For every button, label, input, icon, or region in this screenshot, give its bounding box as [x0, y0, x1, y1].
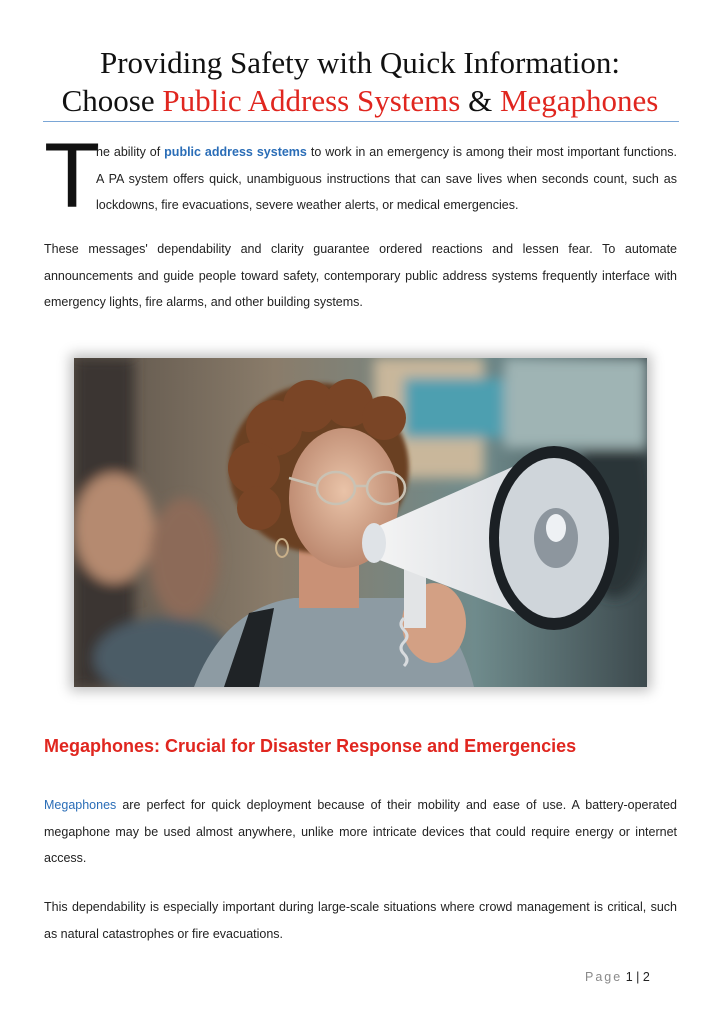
pa-systems-link[interactable]: public address systems — [164, 145, 307, 159]
page-total: 2 — [642, 970, 650, 984]
megaphones-text: are perfect for quick deployment because of their mobility and ease of use. A battery-operated megaphone may be used almost anywhere, unlike more intricate devices that could require energy or internet access. — [44, 798, 677, 865]
title-line-2 — [0, 82, 720, 120]
section-heading: Megaphones: Crucial for Disaster Response and Emergencies — [44, 736, 577, 756]
title-text-amp: & — [460, 83, 500, 118]
intro-text-start: he ability of — [96, 145, 165, 159]
page-number: 1 — [625, 970, 633, 984]
page-footer — [585, 970, 650, 984]
page-title — [0, 44, 720, 120]
title-line-1: Providing Safety with Quick Information: — [99, 45, 621, 80]
photo-illustration — [74, 358, 647, 687]
paragraph-dependability: These messages' dependability and clarity guarantee ordered reactions and lessen fear. To automate announcements and guide people toward safety, contemporary public address systems frequently interface with emergency lights, fire alarms, and other building systems. — [44, 242, 677, 309]
megaphones-link[interactable]: Megaphones — [44, 798, 117, 812]
title-highlight-megaphones: Megaphones — [499, 83, 659, 118]
drop-cap: T — [44, 125, 101, 227]
paragraph-dependability-crowd: This dependability is especially important during large-scale situations where crowd management is critical, such as natural catastrophes or fire evacuations. — [44, 900, 677, 941]
intro-paragraph — [96, 139, 677, 219]
title-highlight-pa: Public Address Systems — [162, 83, 461, 118]
megaphone-photo — [74, 358, 647, 687]
page-separator: | — [632, 970, 643, 984]
intro-text-rest: to work in an emergency is among their most important functions. A PA system offers quick, unambiguous instructions that can save lives when seconds count, such as lockdowns, fire evacuations, severe weather alerts, or medical emergencies. — [96, 145, 677, 212]
title-text-choose: Choose — [61, 83, 163, 118]
title-divider — [43, 121, 679, 122]
page-label: Page — [585, 970, 623, 984]
paragraph-megaphones — [44, 792, 677, 872]
